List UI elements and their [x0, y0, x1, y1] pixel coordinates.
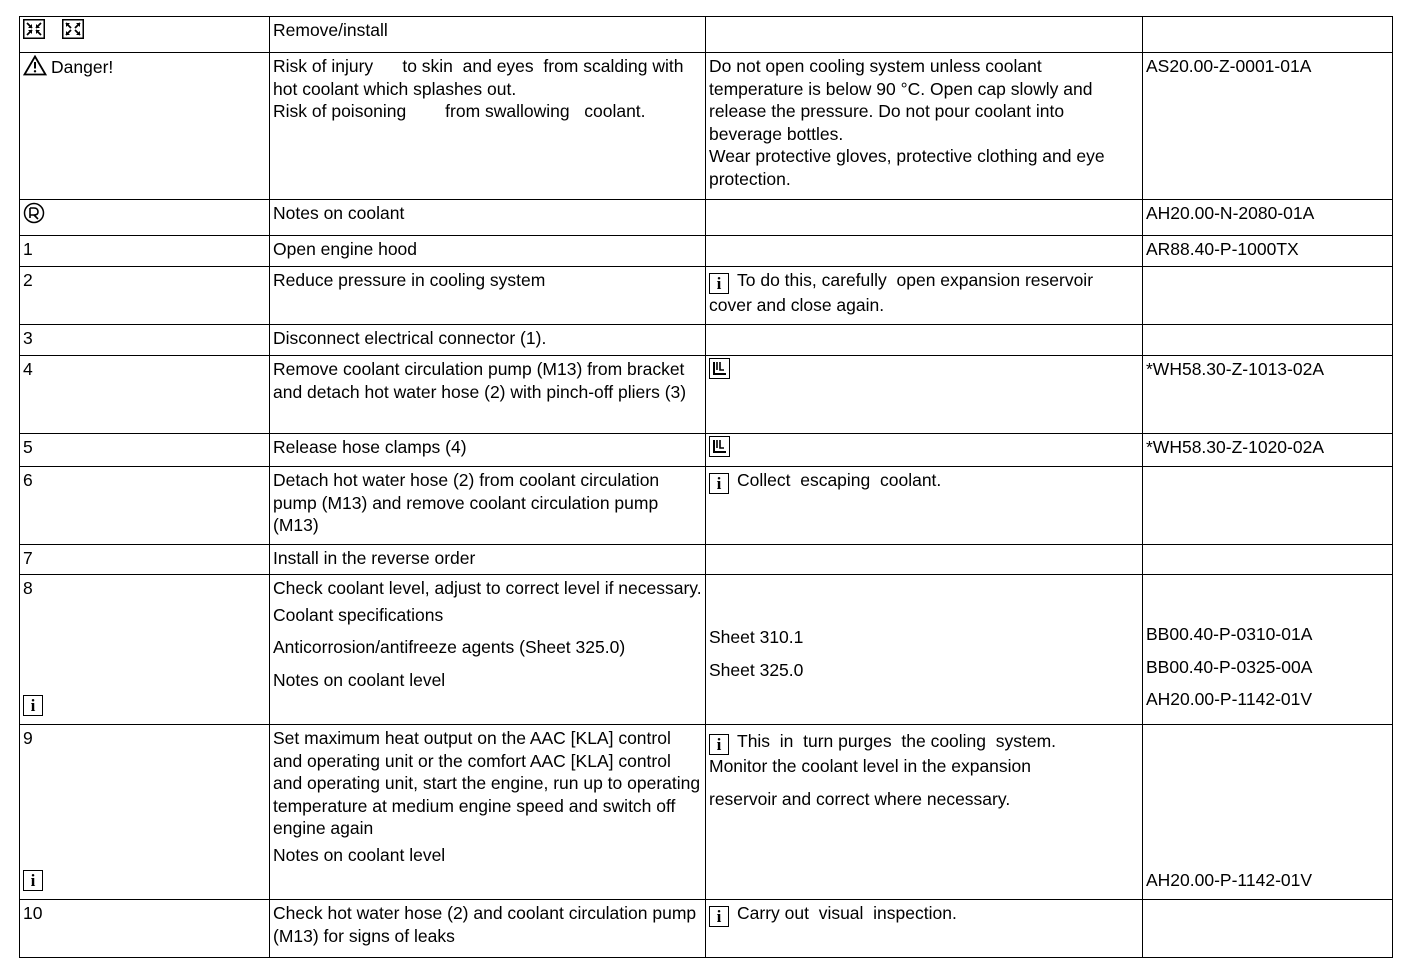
step-text: Check coolant level, adjust to correct level if necessary.	[273, 578, 702, 598]
step-note: To do this, carefully open expansion reservoir cover and close again.	[709, 270, 1098, 315]
step-sub-coolant-level: Notes on coolant level	[273, 669, 446, 690]
info-icon: i	[709, 734, 729, 755]
step-number: 3	[20, 325, 270, 356]
step-text: Open engine hood	[270, 236, 706, 267]
step-row	[20, 267, 1393, 325]
procedure-table	[19, 16, 1393, 958]
step-note: Monitor the coolant level in the expansion	[709, 756, 1032, 776]
step-text: Set maximum heat output on the AAC [KLA] control and operating unit or the comfort AAC [KLA] control and operating unit, start the engine, run up to operating temperature at medium engine speed and switch off engine again	[273, 728, 701, 838]
step-sub-coolant-level: Notes on coolant level	[273, 844, 446, 865]
step-row	[20, 575, 1393, 725]
step-ref: BB00.40-P-0310-01A	[1146, 624, 1313, 644]
danger-ref: AS20.00-Z-0001-01A	[1143, 53, 1393, 200]
step-row	[20, 325, 1393, 356]
step-ref: AH20.00-P-1142-01V	[1146, 689, 1313, 709]
step-sub-coolant-spec: Coolant specifications	[273, 604, 444, 625]
special-tool-icon	[709, 436, 730, 457]
notes-text: Notes on coolant	[270, 200, 706, 236]
info-icon: i	[23, 870, 43, 891]
notes-row	[20, 200, 1393, 236]
step-row	[20, 236, 1393, 267]
step-ref: AH20.00-P-1142-01V	[1146, 869, 1313, 890]
step-row	[20, 356, 1393, 434]
step-row	[20, 467, 1393, 545]
step-number: 6	[20, 467, 270, 545]
step-row	[20, 725, 1393, 900]
danger-row	[20, 53, 1393, 200]
step-sub-note-sheet310: Sheet 310.1	[709, 627, 804, 647]
notes-ref: AH20.00-N-2080-01A	[1143, 200, 1393, 236]
step-number: 8	[23, 578, 33, 598]
step-note: reservoir and correct where necessary.	[709, 788, 1011, 809]
step-ref: *WH58.30-Z-1020-02A	[1143, 434, 1393, 467]
step-ref: BB00.40-P-0325-00A	[1146, 656, 1313, 677]
step-text: Release hose clamps (4)	[270, 434, 706, 467]
step-text: Install in the reverse order	[270, 545, 706, 575]
step-number: 1	[20, 236, 270, 267]
step-text: Reduce pressure in cooling system	[270, 267, 706, 325]
step-ref: *WH58.30-Z-1013-02A	[1143, 356, 1393, 434]
notes-icon	[23, 202, 45, 230]
step-ref: AR88.40-P-1000TX	[1143, 236, 1393, 267]
step-row	[20, 434, 1393, 467]
step-number: 10	[20, 900, 270, 958]
install-icon	[62, 19, 84, 45]
step-sub-note-sheet325: Sheet 325.0	[709, 659, 804, 680]
danger-risk-poisoning: Risk of poisoning from swallowing coolant.	[273, 101, 646, 121]
step-note: Carry out visual inspection.	[737, 903, 957, 923]
step-number: 2	[20, 267, 270, 325]
step-row	[20, 545, 1393, 575]
danger-measure-coolant: Do not open cooling system unless coolant temperature is below 90 °C. Open cap slowly and release the pressure. Do not pour coolant into beverage bottles.	[709, 56, 1093, 144]
step-sub-anticorrosion: Anticorrosion/antifreeze agents (Sheet 325.0)	[273, 637, 626, 657]
danger-label: Danger!	[51, 57, 114, 77]
info-icon: i	[709, 906, 729, 927]
info-icon: i	[709, 273, 729, 294]
special-tool-icon	[709, 358, 730, 379]
remove-icon	[23, 19, 45, 45]
header-title: Remove/install	[270, 17, 706, 53]
step-note: This in turn purges the cooling system.	[737, 731, 1057, 751]
step-text: Check hot water hose (2) and coolant circulation pump (M13) for signs of leaks	[270, 900, 706, 958]
header-row	[20, 17, 1393, 53]
step-number: 7	[20, 545, 270, 575]
step-number: 4	[20, 356, 270, 434]
info-icon: i	[709, 473, 729, 494]
step-number: 5	[20, 434, 270, 467]
danger-measure-protection: Wear protective gloves, protective clothing and eye protection.	[709, 146, 1105, 189]
step-note: Collect escaping coolant.	[737, 470, 942, 490]
info-icon: i	[23, 695, 43, 716]
danger-risk-injury: Risk of injury to skin and eyes from scalding with hot coolant which splashes out.	[273, 56, 689, 99]
step-text: Remove coolant circulation pump (M13) from bracket and detach hot water hose (2) with pinch-off pliers (3)	[270, 356, 706, 434]
step-text: Detach hot water hose (2) from coolant circulation pump (M13) and remove coolant circulation pump (M13)	[270, 467, 706, 545]
step-text: Disconnect electrical connector (1).	[270, 325, 706, 356]
step-number: 9	[23, 728, 33, 748]
header-icons-cell	[20, 17, 270, 53]
warning-triangle-icon	[23, 55, 47, 82]
step-row	[20, 900, 1393, 958]
